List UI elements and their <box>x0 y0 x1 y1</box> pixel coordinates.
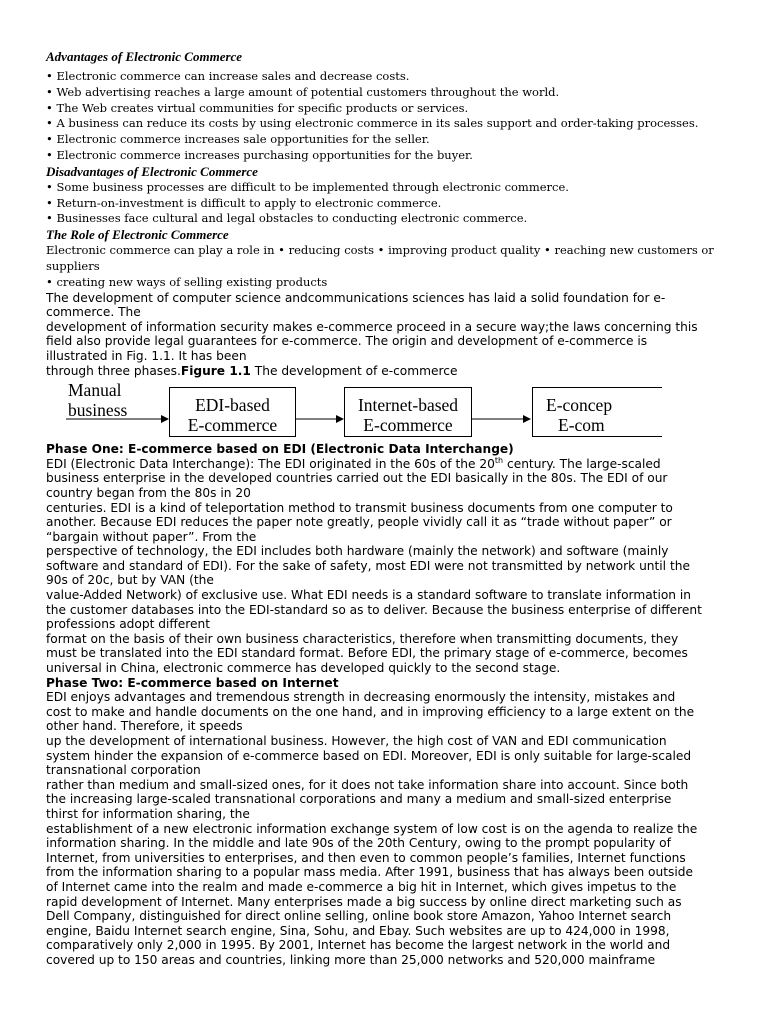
e-concept-label <box>546 395 612 435</box>
text-line: other hand. Therefore, it speeds <box>46 719 243 734</box>
ecommerce-development-figure <box>46 380 736 442</box>
text-line: information sharing. In the middle and late 90s of the 20th Century, owing to the prompt popularity of <box>46 836 671 851</box>
text-line: development of information security makes e-commerce proceed in a secure way;the laws concerning this <box>46 319 698 334</box>
text-line: Internet, from universities to enterprises, and then even to common people’s families, Internet functions <box>46 850 686 865</box>
list-item: • Some business processes are difficult to be implemented through electronic commerce. <box>46 179 569 194</box>
phase-one-heading: Phase One: E-commerce based on EDI (Electronic Data Interchange) <box>46 442 514 457</box>
text-line: format on the basis of their own business characteristics, therefore when transmitting documents, they <box>46 631 679 646</box>
figure-label: Figure 1.1 <box>180 363 251 378</box>
text-line: thirst for information sharing, the <box>46 806 250 821</box>
text-line: professions adopt different <box>46 617 211 632</box>
list-item: • creating new ways of selling existing products <box>46 274 328 289</box>
manual-label-line2: business <box>68 400 128 421</box>
text-line: rather than medium and small-sized ones, for it does not take information share into account. Since both <box>46 777 689 792</box>
text-line: the increasing large-scaled transnational corporations and many a medium and small-sized enterprise <box>46 792 672 807</box>
e-concept-line2: E-com <box>558 415 605 436</box>
text-line: EDI enjoys advantages and tremendous strength in decreasing enormously the intensity, mistakes and <box>46 690 676 705</box>
intro-paragraph <box>46 291 736 379</box>
superscript: th <box>494 455 504 465</box>
phase-one-first-a: EDI (Electronic Data Interchange): The EDI originated in the 60s of the 20 <box>46 456 495 471</box>
text-line: commerce. The <box>46 305 141 320</box>
text-line: business enterprise in the developed countries carried out the EDI basically in the 80s. The EDI of our <box>46 471 668 486</box>
edi-line1: EDI-based <box>195 395 270 416</box>
text-line <box>46 457 736 472</box>
figure-caption: The development of e-commerce <box>250 363 458 378</box>
text-line: another. Because EDI reduces the paper note greatly, people vividly call it as “trade without paper” or <box>46 515 672 530</box>
list-item: • Return-on-investment is difficult to apply to electronic commerce. <box>46 195 442 210</box>
text-line: comparatively only 2,000 in 1995. By 2001, Internet has become the largest network in the world and <box>46 938 671 953</box>
advantages-heading: Advantages of Electronic Commerce <box>46 49 243 64</box>
internet-line1: Internet-based <box>357 395 459 416</box>
internet-based-label <box>344 395 472 435</box>
text-line: must be translated into the EDI standard format. Before EDI, the primary stage of e-commerce, becomes <box>46 646 688 661</box>
text-line: centuries. EDI is a kind of teleportation method to transmit business documents from one computer to <box>46 500 673 515</box>
text-line: software and standard of EDI). For the sake of safety, most EDI were not transmitted by network until the <box>46 558 690 573</box>
phase-two-heading: Phase Two: E-commerce based on Internet <box>46 675 339 690</box>
phase-one-section <box>46 442 736 676</box>
edi-based-label <box>169 395 296 435</box>
caption-prefix: through three phases. <box>46 363 181 378</box>
text-line: value-Added Network) of exclusive use. What EDI needs is a standard software to translate information in <box>46 588 691 603</box>
text-line: 90s of 20c, but by VAN (the <box>46 573 214 588</box>
text-line: universal in China, electronic commerce has developed quickly to the second stage. <box>46 661 561 676</box>
text-line: transnational corporation <box>46 763 201 778</box>
text-line: perspective of technology, the EDI includes both hardware (mainly the network) and software (mainly <box>46 544 669 559</box>
text-line: up the development of international business. However, the high cost of VAN and EDI communication <box>46 734 667 748</box>
list-item: • A business can reduce its costs by using electronic commerce in its sales support and order-taking processes. <box>46 116 699 131</box>
text-line: engine, Baidu Internet search engine, Sina, Sohu, and Ebay. Such websites are up to 424,000 in 1998, <box>46 923 670 938</box>
document-page <box>46 49 736 968</box>
list-item: • Web advertising reaches a large amount of potential customers throughout the world. <box>46 84 560 99</box>
list-item: • Electronic commerce can increase sales and decrease costs. <box>46 69 410 83</box>
text-line: field also provide legal guarantees for e-commerce. The origin and development of e-commerce is <box>46 334 648 349</box>
e-concept-line1: E-concep <box>546 395 613 416</box>
text-line: illustrated in Fig. 1.1. It has been <box>46 348 247 363</box>
list-item: • Businesses face cultural and legal obstacles to conducting electronic commerce. <box>46 211 528 226</box>
text-line: Dell Company, distinguished for direct online selling, online book store Amazon, Yahoo Internet search <box>46 909 672 924</box>
list-item: • Electronic commerce increases sale opportunities for the seller. <box>46 132 430 147</box>
internet-line2: E-commerce <box>363 415 453 436</box>
text-line: establishment of a new electronic information exchange system of low cost is on the agenda to realize the <box>46 821 698 836</box>
text-line: from the information sharing to a popular mass media. After 1991, business that has always been outside <box>46 865 693 880</box>
disadvantages-heading: Disadvantages of Electronic Commerce <box>46 163 258 179</box>
manual-label-line1: Manual <box>68 380 122 401</box>
disadvantages-list <box>46 180 736 227</box>
text-line: covered up to 150 areas and countries, linking more than 25,000 networks and 520,000 mainframe <box>46 952 656 967</box>
phase-two-section <box>46 676 736 968</box>
list-item: • The Web creates virtual communities for specific products or services. <box>46 100 469 115</box>
phase-one-first-b: century. The large-scaled <box>503 456 661 471</box>
text-line: of Internet came into the realm and made e-commerce a big hit in Internet, which gives impetus to the <box>46 879 677 894</box>
edi-line2: E-commerce <box>187 415 278 436</box>
text-line: cost to make and handle documents on the one hand, and in improving efficiency to a large extent on the <box>46 704 695 719</box>
role-heading: The Role of Electronic Commerce <box>46 227 229 243</box>
text-line: The development of computer science andcommunications sciences has laid a solid foundation for e- <box>46 290 666 305</box>
text-line: rapid development of Internet. Many enterprises made a big success by online direct marketing such as <box>46 894 682 909</box>
text-line: country began from the 80s in 20 <box>46 485 251 500</box>
role-text <box>46 243 736 290</box>
list-item: Electronic commerce can play a role in • reducing costs • improving product quality • reaching new customers or suppliers <box>46 243 714 273</box>
text-line: the customer databases into the EDI-standard so as to deliver. Because the business enterprise of different <box>46 602 702 617</box>
text-line: “bargain without paper”. From the <box>46 529 257 544</box>
figure-caption-line <box>46 364 736 379</box>
list-item: • Electronic commerce increases purchasing opportunities for the buyer. <box>46 147 473 162</box>
text-line: system hinder the expansion of e-commerce based on EDI. Moreover, EDI is only suitable for large-scaled <box>46 748 692 763</box>
advantages-list <box>46 69 736 164</box>
